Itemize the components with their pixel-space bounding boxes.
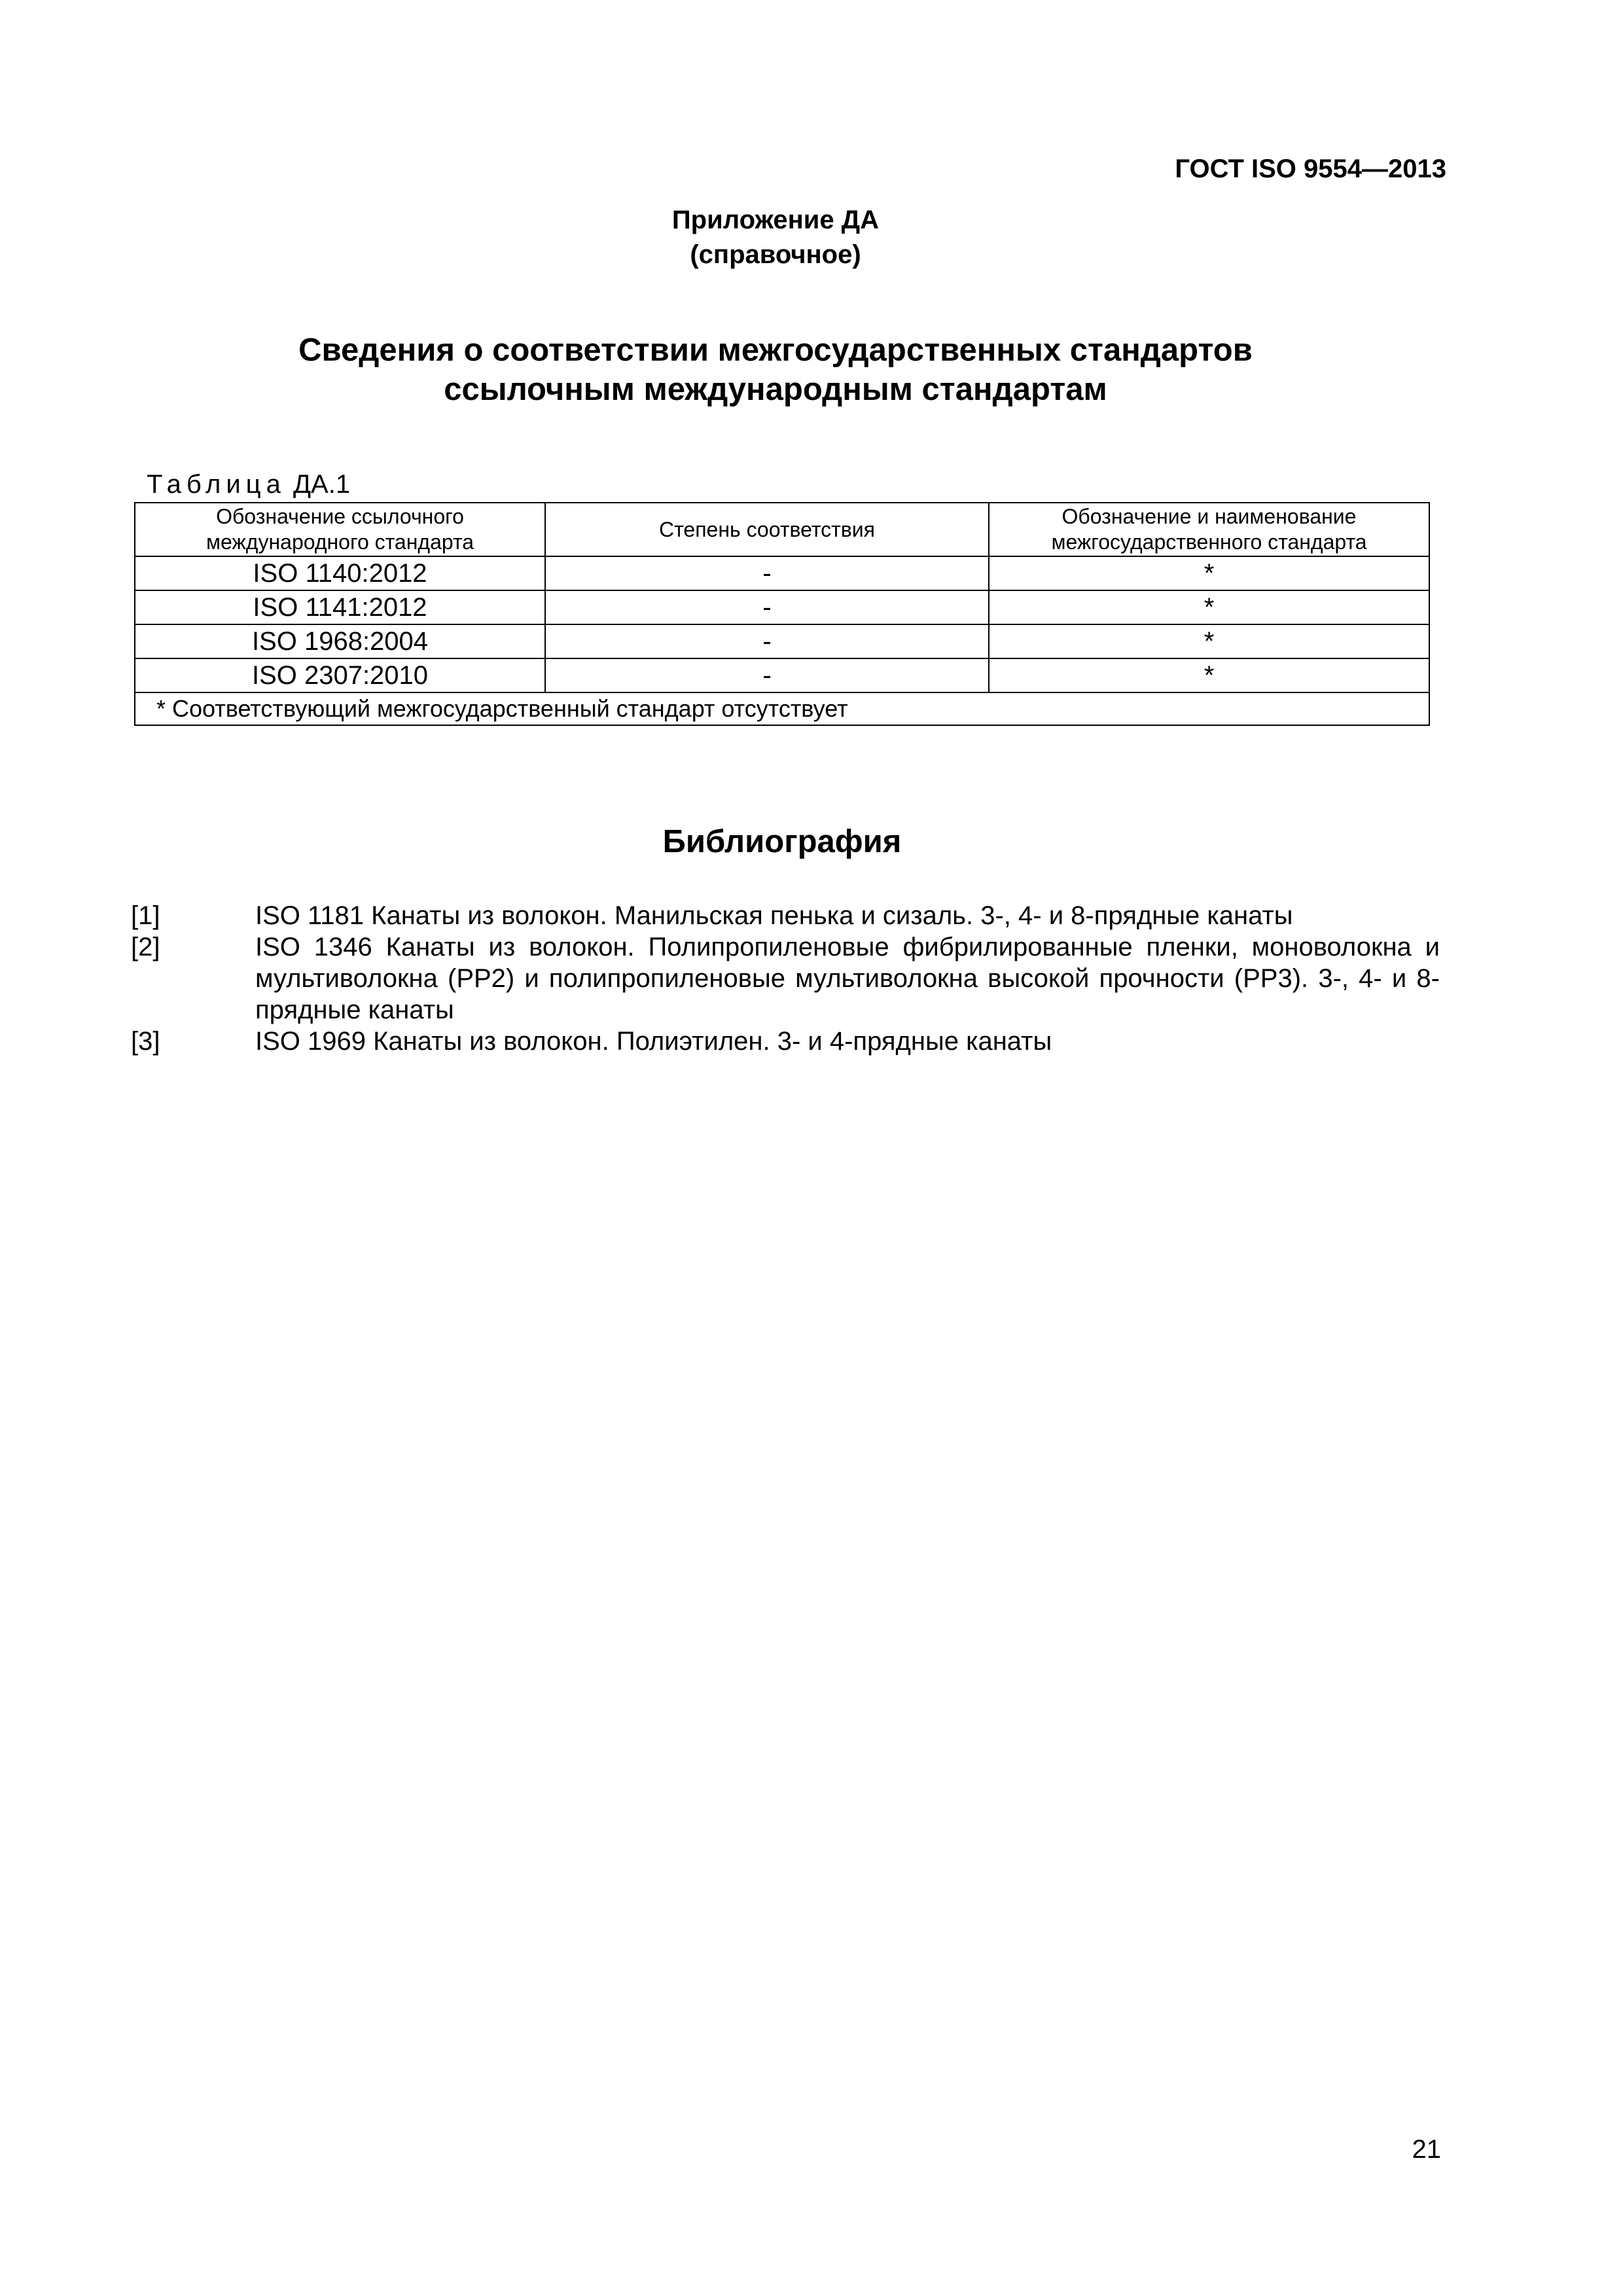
table-cell-interstate-standard: *	[989, 658, 1429, 692]
bibliography-item	[131, 931, 1440, 1026]
table-caption	[147, 470, 350, 499]
bibliography-item-text: ISO 1346 Канаты из волокон. Полипропиленовые фибрилированные пленки, моноволокна и мультиволокна (PP2) и полипропиленовые мультиволокна высокой прочности (PP3). 3-, 4- и 8-прядные канаты	[255, 933, 1440, 1024]
table-row	[135, 556, 1429, 590]
table-caption-word: Таблица	[147, 470, 286, 499]
table-cell-correspondence-degree: -	[545, 624, 989, 658]
table-cell-interstate-standard: *	[989, 556, 1429, 590]
bibliography-item-text: ISO 1181 Канаты из волокон. Манильская пенька и сизаль. 3-, 4- и 8-прядные канаты	[255, 901, 1293, 930]
table-row	[135, 658, 1429, 692]
bibliography-item-number: [3]	[131, 1027, 160, 1056]
table-footnote: * Соответствующий межгосударственный стандарт отсутствует	[135, 692, 1429, 725]
table-row	[135, 590, 1429, 624]
table-cell-reference-standard: ISO 1968:2004	[135, 624, 545, 658]
table-row	[135, 624, 1429, 658]
table-cell-interstate-standard: *	[989, 590, 1429, 624]
bibliography-item-text: ISO 1969 Канаты из волокон. Полиэтилен. 3- и 4-прядные канаты	[255, 1027, 1052, 1056]
table-cell-reference-standard: ISO 2307:2010	[135, 658, 545, 692]
bibliography-item	[131, 900, 1440, 931]
section-title-line-2: ссылочным международным стандартам	[444, 372, 1107, 407]
section-title-line-1: Сведения о соответствии межгосударственных стандартов	[298, 332, 1253, 368]
annex-subtitle: (справочное)	[690, 240, 861, 269]
table-cell-correspondence-degree: -	[545, 590, 989, 624]
bibliography-item-number: [2]	[131, 933, 160, 961]
correspondence-table	[134, 502, 1430, 726]
annex-heading	[0, 203, 1551, 272]
table-footnote-row	[135, 692, 1429, 725]
page-number: 21	[1412, 2135, 1441, 2164]
table-cell-reference-standard: ISO 1140:2012	[135, 556, 545, 590]
table-cell-correspondence-degree: -	[545, 556, 989, 590]
table-cell-correspondence-degree: -	[545, 658, 989, 692]
table-cell-reference-standard: ISO 1141:2012	[135, 590, 545, 624]
bibliography-list	[131, 900, 1440, 1057]
bibliography-item	[131, 1026, 1440, 1057]
document-code: ГОСТ ISO 9554—2013	[1175, 154, 1446, 183]
table-caption-number: ДА.1	[293, 470, 351, 499]
bibliography-item-number: [1]	[131, 901, 160, 930]
column-header-correspondence-degree: Степень соответствия	[545, 503, 989, 556]
bibliography-title: Библиография	[662, 824, 902, 859]
table-header-row	[135, 503, 1429, 556]
column-header-reference-standard: Обозначение ссылочного международного стандарта	[135, 503, 545, 556]
annex-title: Приложение ДА	[671, 206, 880, 234]
column-header-interstate-standard: Обозначение и наименование межгосударственного стандарта	[989, 503, 1429, 556]
table-cell-interstate-standard: *	[989, 624, 1429, 658]
section-title	[0, 331, 1551, 409]
